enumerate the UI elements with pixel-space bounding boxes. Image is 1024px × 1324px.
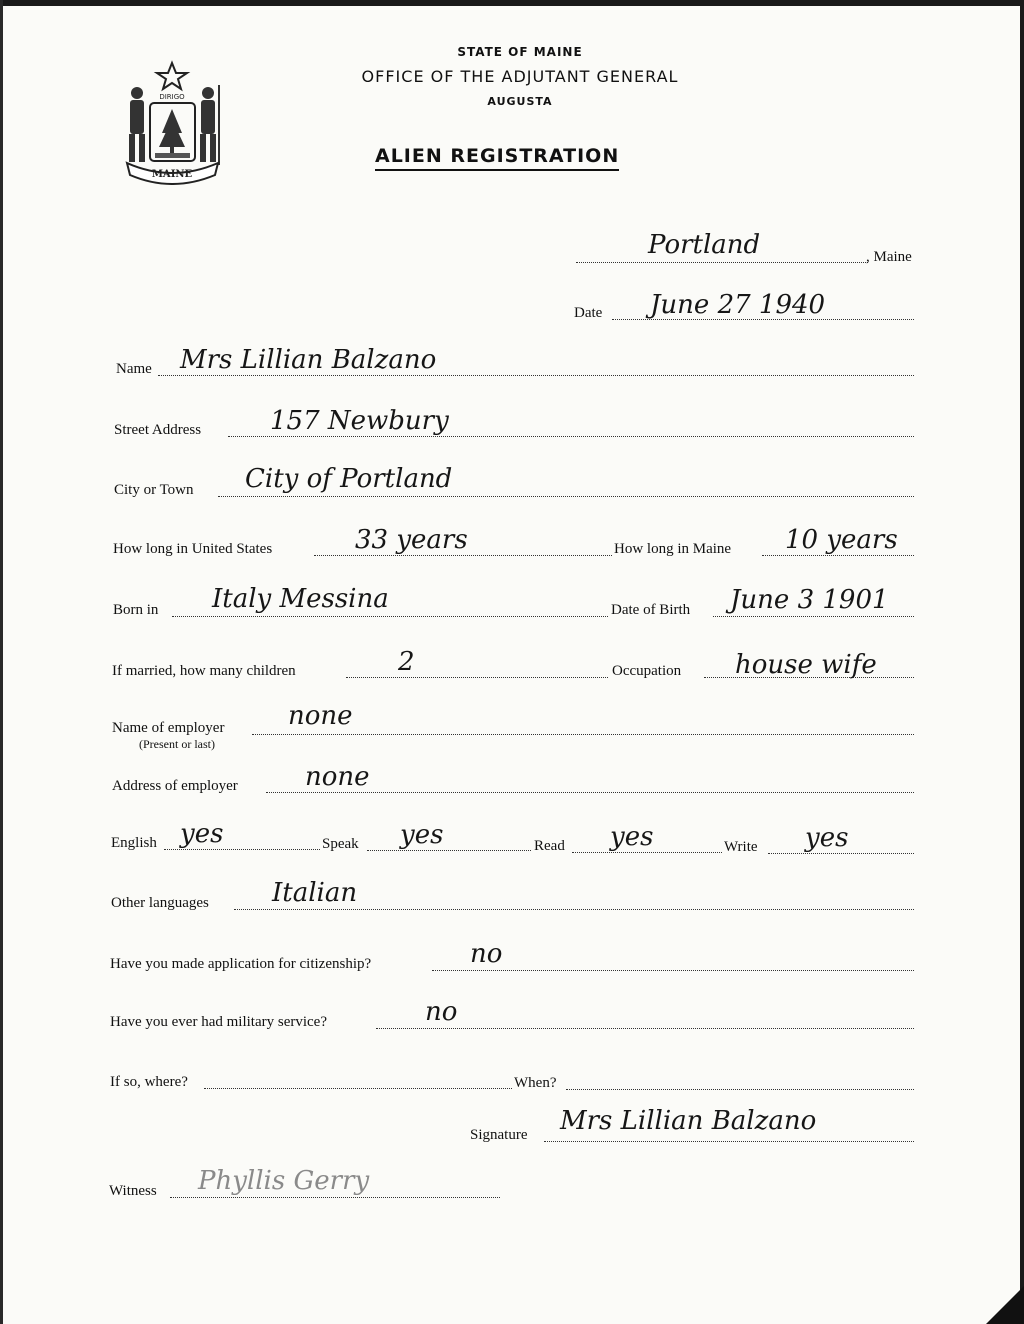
us-time-value: 33 years [355,525,468,555]
seal-motto: DIRIGO [159,93,185,101]
born-value: Italy Messina [212,584,389,614]
date-value: June 27 1940 [650,290,826,320]
us-time-label: How long in United States [113,541,273,557]
english-label: English [111,835,157,851]
scan-border-right [1020,0,1024,1324]
write-label: Write [724,839,758,855]
other-languages-label: Other languages [111,895,209,911]
english-line [164,849,320,850]
speak-value: yes [400,820,444,850]
born-label: Born in [113,602,159,618]
when-label: When? [514,1075,557,1091]
witness-value: Phyllis Gerry [198,1166,370,1196]
scan-border-left [0,0,3,1324]
maine-time-label: How long in Maine [614,541,732,557]
children-label: If married, how many children [112,663,296,679]
street-value: 157 Newbury [270,406,449,436]
military-line [376,1028,914,1029]
place-line [576,262,868,263]
children-line [346,677,608,678]
speak-line [367,850,531,851]
maine-time-line [762,555,914,556]
signature-value: Mrs Lillian Balzano [560,1106,817,1136]
witness-label: Witness [109,1183,157,1199]
place-label: , Maine [866,249,912,265]
header-state: STATE OF MAINE [457,45,583,59]
witness-line [170,1197,500,1198]
street-label: Street Address [114,422,202,438]
citizenship-line [432,970,914,971]
employer-label: Name of employer [112,720,225,736]
other-languages-value: Italian [272,878,358,908]
when-line [566,1089,914,1090]
scan-border-top [0,0,1024,6]
us-time-line [314,555,612,556]
city-line [218,496,914,497]
date-label: Date [574,305,603,321]
dob-label: Date of Birth [611,602,691,618]
scan-corner-mark [986,1286,1024,1324]
form-title: ALIEN REGISTRATION [375,145,619,171]
header-city: AUGUSTA [487,95,553,108]
name-label: Name [116,361,152,377]
name-value: Mrs Lillian Balzano [180,345,437,375]
where-line [204,1088,512,1089]
read-value: yes [610,822,654,852]
signature-line [544,1141,914,1142]
name-line [158,375,914,376]
employer-address-label: Address of employer [112,778,238,794]
born-line [172,616,608,617]
seal-banner-text: MAINE [151,169,193,180]
citizenship-label: Have you made application for citizenship? [110,956,372,972]
read-label: Read [534,838,565,854]
write-value: yes [805,823,849,853]
signature-label: Signature [470,1127,528,1143]
header-office: OFFICE OF THE ADJUTANT GENERAL [361,67,679,86]
city-label: City or Town [114,482,194,498]
where-label: If so, where? [110,1074,188,1090]
military-label: Have you ever had military service? [110,1014,327,1030]
occupation-label: Occupation [612,663,682,679]
speak-label: Speak [322,836,359,852]
street-line [228,436,914,437]
maine-time-value: 10 years [785,525,898,555]
city-value: City of Portland [245,464,453,494]
children-value: 2 [398,647,415,677]
write-line [768,853,914,854]
employer-sublabel: (Present or last) [139,737,215,751]
read-line [572,852,722,853]
english-value: yes [180,819,224,849]
employer-line [252,734,914,735]
maine-seal-icon [115,55,230,185]
occupation-value: house wife [735,650,877,680]
dob-line [713,616,914,617]
place-value: Portland [648,230,761,260]
employer-address-value: none [305,762,370,792]
military-value: no [425,997,458,1027]
other-languages-line [234,909,914,910]
citizenship-value: no [470,939,503,969]
employer-value: none [288,701,353,731]
dob-value: June 3 1901 [730,585,889,615]
employer-address-line [266,792,914,793]
